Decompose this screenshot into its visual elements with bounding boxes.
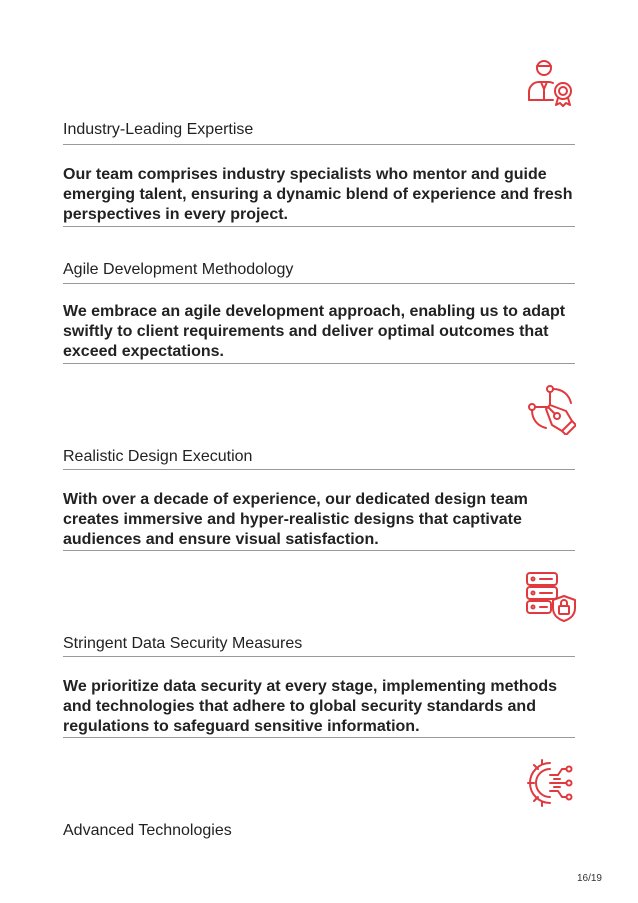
divider: [63, 363, 575, 364]
expert-badge-icon: [524, 55, 576, 107]
section-title: Realistic Design Execution: [63, 448, 253, 465]
divider: [63, 226, 575, 227]
pen-tool-icon: [524, 383, 576, 435]
divider: [63, 283, 575, 284]
divider: [63, 550, 575, 551]
divider: [63, 737, 575, 738]
section-title: Agile Development Methodology: [63, 261, 294, 278]
divider: [63, 656, 575, 657]
divider: [63, 144, 575, 145]
section-title: Advanced Technologies: [63, 822, 232, 839]
section-title: Industry-Leading Expertise: [63, 121, 254, 138]
circuit-gear-icon: [524, 757, 576, 809]
divider: [63, 469, 575, 470]
section-body: We embrace an agile development approach, enabling us to adapt swiftly to client requirements and deliver optimal outcomes that exceed expectations.: [63, 303, 566, 360]
database-lock-icon: [524, 570, 576, 622]
section-body: Our team comprises industry specialists who mentor and guide emerging talent, ensuring a dynamic blend of experience and fresh perspectives in every project.: [63, 166, 573, 223]
section-body: We prioritize data security at every stage, implementing methods and technologies that adhere to global security standards and regulations to safeguard sensitive information.: [63, 678, 558, 735]
page-number: 16/19: [576, 873, 602, 884]
section-title: Stringent Data Security Measures: [63, 635, 303, 652]
section-body: With over a decade of experience, our dedicated design team creates immersive and hyper-realistic designs that captivate audiences and ensure visual satisfaction.: [63, 491, 528, 548]
